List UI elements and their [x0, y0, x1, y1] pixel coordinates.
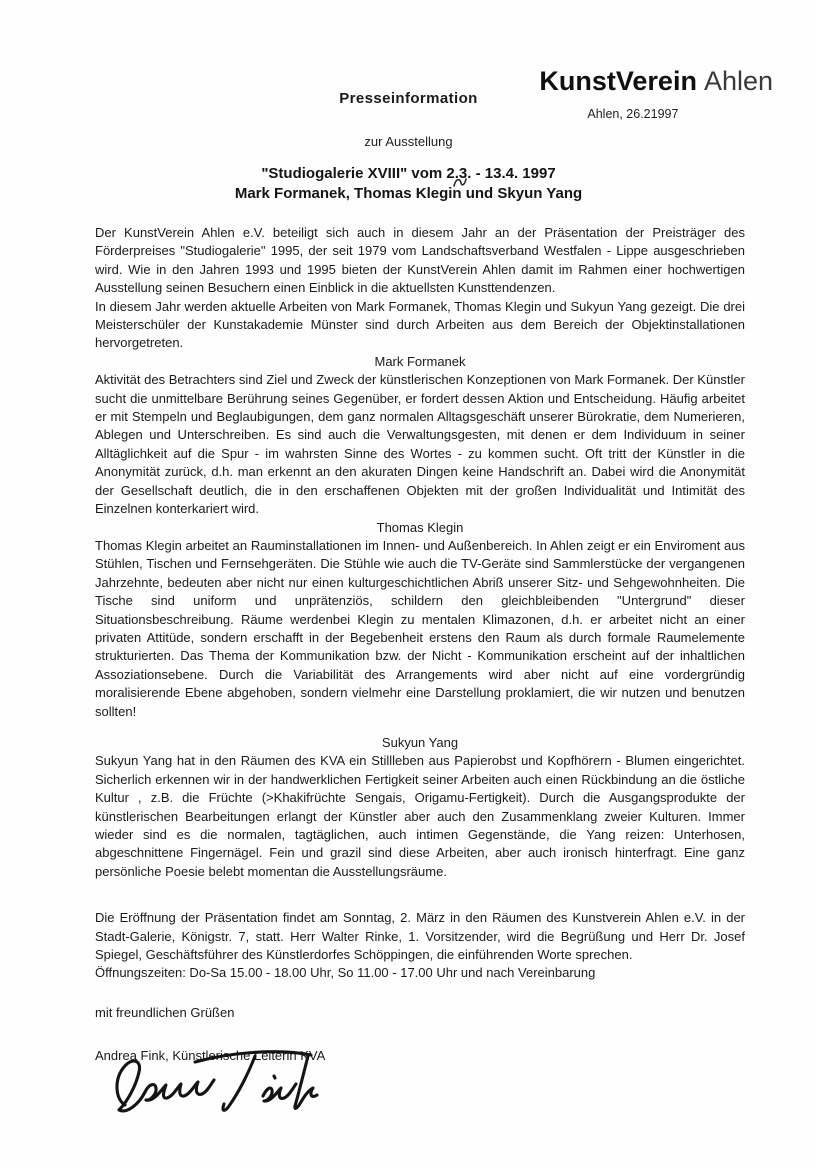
- closing-greeting: mit freundlichen Grüßen: [95, 1004, 235, 1020]
- opening-info-paragraph: Die Eröffnung der Präsentation findet am Sonntag, 2. März in den Räumen des Kunstverein Ahlen e.V. in der Stadt-Galerie, Königstr. 7, statt. Herr Walter Rinke, 1. Vorsitzender, wird die Begrüßung und Herr Dr. Josef Spiegel, Geschäftsführer des Künstlerdorfes Schöppingen, die einführenden Worte sprechen.: [95, 910, 745, 963]
- section-heading-klegin: Thomas Klegin: [376, 519, 464, 535]
- subtitle: zur Ausstellung: [364, 134, 453, 149]
- section-heading-formanek: Mark Formanek: [374, 353, 466, 369]
- document-body: [95, 224, 745, 1066]
- signature-block: [95, 1047, 745, 1065]
- signatory-line: Andrea Fink, Künstlerische Leiterin KVA: [95, 1048, 326, 1064]
- section-heading-yang: Sukyun Yang: [381, 734, 459, 750]
- handwritten-correction-mark: [452, 176, 468, 188]
- exhibition-title-line2: [0, 184, 817, 204]
- intro-paragraph-1: Der KunstVerein Ahlen e.V. beteiligt sich auch in diesem Jahr an der Präsentation der Preisträger des Förderpreises "Studiogalerie" 1995, der seit 1979 vom Landschaftsverband Westfalen - Lippe ausgeschrieben wird. Wie in den Jahren 1993 und 1995 bieten der KunstVerein Ahlen damit im Rahmen einer hochwertigen Ausstellung seinen Besuchern einen Einblick in die aktuellsten Kunsttendenzen.: [95, 225, 745, 296]
- exhibition-title-line1: "Studiogalerie XVIII" vom 2.3. - 13.4. 1997: [261, 165, 556, 182]
- opening-hours: Öffnungszeiten: Do-Sa 15.00 - 18.00 Uhr, So 11.00 - 17.00 Uhr und nach Vereinbarung: [95, 965, 596, 981]
- logo-word-light: Ahlen: [703, 66, 773, 96]
- dateline: Ahlen, 26.21997: [587, 107, 679, 121]
- kunstverein-ahlen-logo: [539, 66, 773, 96]
- section-body-yang: Sukyun Yang hat in den Räumen des KVA ein Stillleben aus Papierobst und Kopfhörern - Blumen eingerichtet. Sicherlich erkennen wir in der handwerklichen Fertigkeit seiner Arbeiten auch einen Rückbindung an die östliche Kultur , z.B. die Früchte (>Khakifrüchte Sengais, Origamu-Fertigkeit). Durch die Ausgangsprodukte der künstlerischen Bearbeitungen erlangt der Künstler aber auch den Zusammenklang zweier Kulturen. Immer wieder sind es die normalen, tagtäglichen, auch intimen Gegenstände, die Yang reizen: Unterhosen, abgeschnittene Fingernägel. Fein und grazil sind diese Arbeiten, aber auch ironisch hinterfragt. Eine ganz persönliche Poesie belebt momentan die Ausstellungsräume.: [95, 753, 745, 879]
- logo-word-bold: KunstVerein: [539, 66, 697, 96]
- intro-paragraph-2: In diesem Jahr werden aktuelle Arbeiten von Mark Formanek, Thomas Klegin und Sukyun Yang gezeigt. Die drei Meisterschüler der Kunstakademie Münster sind durch Arbeiten aus dem Bereich der Objektinstallationen hervorgetreten.: [95, 298, 745, 351]
- exhibition-title-line2-text: Mark Formanek, Thomas Klegin und Skyun Yang: [234, 185, 583, 202]
- section-body-formanek: Aktivität des Betrachters sind Ziel und Zweck der künstlerischen Konzeptionen von Mark Formanek. Der Künstler sucht die unmittelbare Berührung seines Gegenüber, er fordert dessen Aktion und Entscheidung. Häufig arbeitet er mit Stempeln und Beglaubigungen, dem ganz normalen Alltagsgeschäft unserer Bürokratie, dem Numerieren, Ablegen und Unterschreiben. Es sind auch die Verwaltungsgesten, mit denen er dem Individuum in seiner Alltäglichkeit auf die Spur - im wahrsten Sinne des Wortes - zu kommen sucht. Oft tritt der Künstler in die Anonymität zurück, d.h. man erkennt an den akuraten Dingen keine Handschrift an. Dabei wird die Anonymität der Gesellschaft deutlich, die in den erschaffenen Objekten mit der großen Individualität und Intimität des Einzelnen konterkariert wird.: [95, 372, 745, 517]
- org-logo-block: [539, 66, 773, 121]
- section-body-klegin: Thomas Klegin arbeitet an Rauminstallationen im Innen- und Außenbereich. In Ahlen zeigt er ein Enviroment aus Stühlen, Tischen und Fernsehgeräten. Die Stühle wie auch die TV-Geräte sind Sammlerstücke der vergangenen Jahrzehnte, bedeuten aber nicht nur einen kulturgeschichtlichen Abriß unserer Sitz- und Sehgewohnheiten. Die Tische sind uniform und unprätenziös, schildern den gleichbleibenden "Untergrund" dieser Situationsbeschreibung. Räume werdenbei Klegin zu mentalen Klimazonen, d.h. er arbeitet nicht an einer privaten Attitüde, sondern erschafft in der Begebenheit erstens den Raum als durch formale Raumelemente strukturierten. Das Thema der Kommunikation bzw. der Nicht - Kommunikation erscheint auf der inhaltlichen Assoziationsebene. Durch die Variabilität des Arrangements wird aber nicht auf eine vordergründig moralisierende Ebene abgehoben, sondern vielmehr eine Darstellung proklamiert, die wir nutzen und benutzen sollten!: [95, 537, 745, 719]
- exhibition-title: [0, 164, 817, 204]
- document-kicker: Presseinformation: [339, 90, 478, 107]
